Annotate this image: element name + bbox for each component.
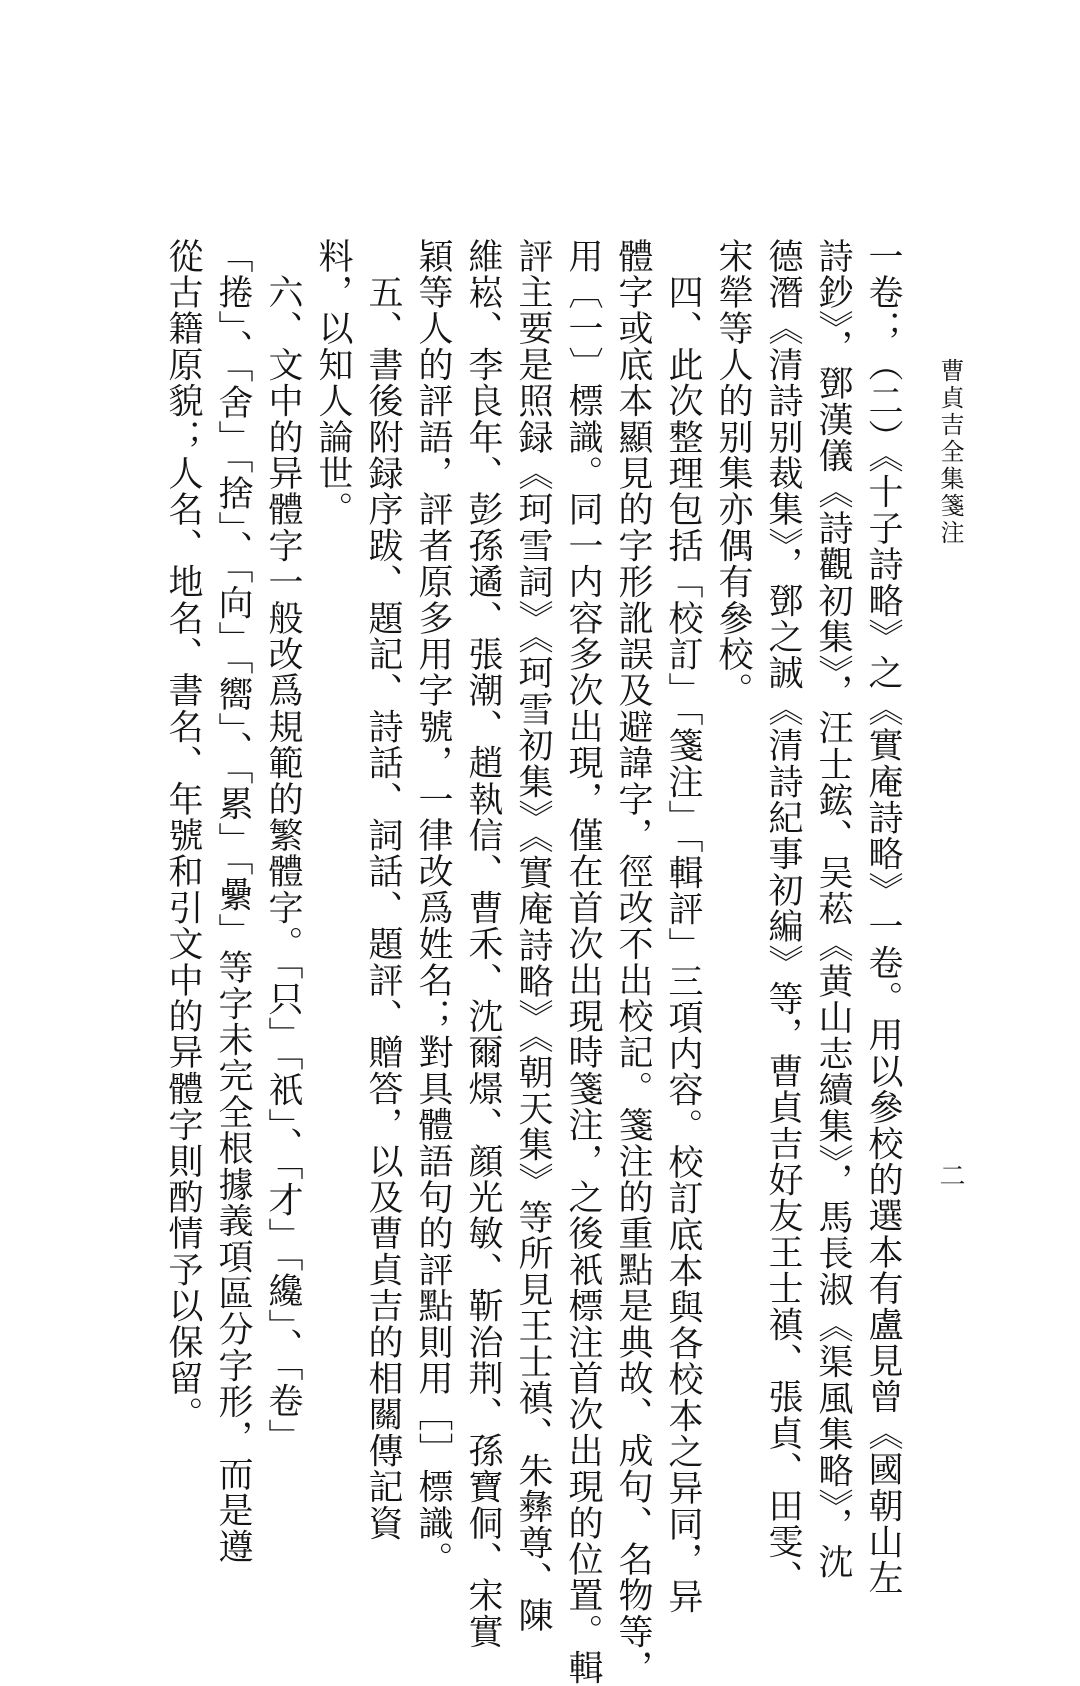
text-column: 穎等人的評語，評者原多用字號，一律改爲姓名；對具體語句的評點則用［］標識。 xyxy=(413,238,453,1578)
body-text xyxy=(158,238,908,1686)
text-column: 五、書後附録序跋、題記、詩話、詞話、題評、贈答，以及曹貞吉的相關傳記資 xyxy=(363,238,403,1542)
text-column: 「捲」、「舍」「捨」、「向」「嚮」、「累」「纍」等字未完全根據義項區分字形，而是遵 xyxy=(213,238,253,1565)
text-column: 料，以知人論世。 xyxy=(313,238,353,528)
text-column: 詩鈔》，鄧漢儀《詩觀初集》，汪士鋐、吴菘《黄山志續集》，馬長淑《渠風集略》，沈 xyxy=(813,238,853,1580)
text-column: 體字或底本顯見的字形訛誤及避諱字，徑改不出校記。箋注的重點是典故、成句、名物等， xyxy=(613,238,653,1686)
text-column: 六、文中的异體字一般改爲規範的繁體字。「只」「祇」、「才」「纔」、「卷」 xyxy=(263,238,303,1455)
text-column: 四、此次整理包括「校訂」「箋注」「輯評」三項内容。校訂底本與各校本之异同，异 xyxy=(663,238,703,1615)
text-column: 一卷；（二）《十子詩略》之《實庵詩略》一卷。用以參校的選本有盧見曾《國朝山左 xyxy=(863,238,903,1597)
text-column: 從古籍原貌；人名、地名、書名、年號和引文中的异體字則酌情予以保留。 xyxy=(163,238,203,1433)
running-head-title: 曹貞吉全集箋注 xyxy=(936,358,964,547)
text-column: 評主要是照録《珂雪詞》《珂雪初集》《實庵詩略》《朝天集》等所見王士禛、朱彝尊、陳 xyxy=(513,238,553,1634)
text-column: 德潛《清詩别裁集》，鄧之誠《清詩紀事初編》等，曹貞吉好友王士禛、張貞、田雯、 xyxy=(763,238,803,1597)
text-column: 宋犖等人的别集亦偶有參校。 xyxy=(713,238,753,709)
page-number: 二 xyxy=(935,1162,965,1188)
text-column: 維崧、李良年、彭孫遹、張潮、趙執信、曹禾、沈爾燝、顔光敏、靳治荆、孫寶侗、宋實 xyxy=(463,238,503,1650)
text-column: 用〔一〕標識。同一内容多次出現，僅在首次出現時箋注，之後衹標注首次出現的位置。輯 xyxy=(563,238,603,1686)
